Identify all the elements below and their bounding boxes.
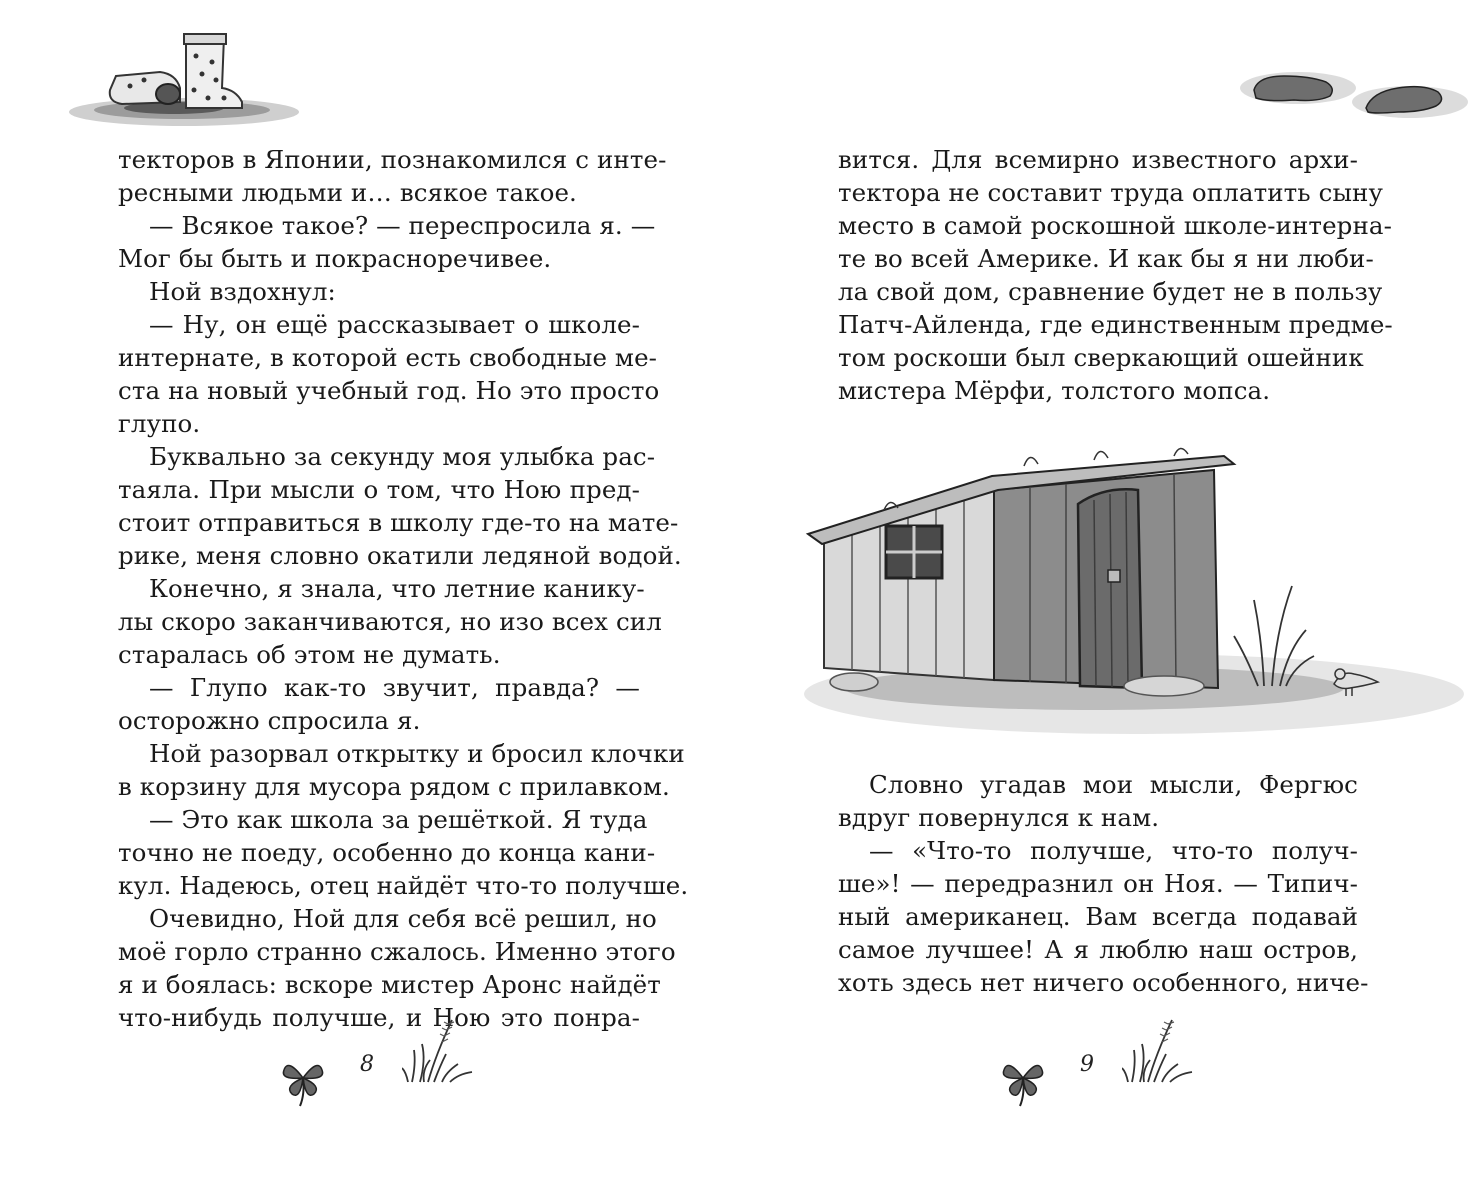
wooden-shed-illustration [794, 430, 1474, 750]
text-line: Буквально за секунду моя улыбка рас- [149, 442, 656, 471]
text-line: ше»! — передразнил он Ноя. — Типич- [838, 869, 1358, 898]
right-page-text-bottom [838, 768, 1369, 999]
text-line: я и боялась: вскоре мистер Аронс найдёт [118, 970, 661, 999]
text-line: Словно угадав мои мысли, Фергюс [869, 770, 1358, 799]
page-number: 8 [360, 1052, 374, 1077]
text-line: — Ну, он ещё рассказывает о школе- [149, 310, 640, 339]
text-line: — Глупо как-то звучит, правда? — [149, 673, 640, 702]
text-line: Мог бы быть и покрасноречивее. [118, 244, 552, 273]
text-line: точно не поеду, особенно до конца кани- [118, 838, 656, 867]
page-number: 9 [1080, 1052, 1094, 1077]
text-line: текторов в Японии, познакомился с инте- [118, 145, 667, 174]
text-line: Ной разорвал открытку и бросил клочки [149, 739, 685, 768]
text-line: Ной вздохнул: [149, 277, 336, 306]
text-line: том роскоши был сверкающий ошейник [838, 343, 1364, 372]
text-line: вится. Для всемирно известного архи- [838, 145, 1358, 174]
right-page [738, 0, 1477, 1182]
text-line: те во всей Америке. И как бы я ни люби- [838, 244, 1374, 273]
text-line: тектора не составит труда оплатить сыну [838, 178, 1383, 207]
text-line: Очевидно, Ной для себя всё решил, но [149, 904, 657, 933]
text-line: самое лучшее! А я люблю наш остров, [838, 935, 1358, 964]
footprints-illustration [1238, 62, 1477, 132]
text-line: стоит отправиться в школу где-то на мате- [118, 508, 679, 537]
text-line: — Это как школа за решёткой. Я туда [149, 805, 648, 834]
text-line: интернате, в которой есть свободные ме- [118, 343, 658, 372]
clover-icon [998, 1056, 1048, 1108]
clover-icon [278, 1056, 328, 1108]
text-line: — «Что-то получше, что-то получ- [869, 836, 1358, 865]
text-line: мистера Мёрфи, толстого мопса. [838, 376, 1271, 405]
rubber-boots-illustration [64, 28, 304, 128]
text-line: — Всякое такое? — переспросила я. — [149, 211, 656, 240]
text-line: в корзину для мусора рядом с прилавком. [118, 772, 670, 801]
left-page [0, 0, 738, 1182]
text-line: вдруг повернулся к нам. [838, 803, 1160, 832]
text-line: моё горло странно сжалось. Именно этого [118, 937, 676, 966]
text-line: ный американец. Вам всегда подавай [838, 902, 1358, 931]
text-line: лы скоро заканчиваются, но изо всех сил [118, 607, 662, 636]
left-page-text [118, 143, 689, 1034]
text-line: осторожно спросила я. [118, 706, 421, 735]
text-line: Патч-Айленда, где единственным предме- [838, 310, 1393, 339]
text-line: место в самой роскошной школе-интерна- [838, 211, 1392, 240]
text-line: хоть здесь нет ничего особенного, ниче- [838, 968, 1369, 997]
grass-icon [1122, 1014, 1202, 1084]
text-line: таяла. При мысли о том, что Ною пред- [118, 475, 640, 504]
text-line: ста на новый учебный год. Но это просто [118, 376, 660, 405]
text-line: кул. Надеюсь, отец найдёт что-то получше. [118, 871, 689, 900]
text-line: ла свой дом, сравнение будет не в пользу [838, 277, 1383, 306]
text-line: рике, меня словно окатили ледяной водой. [118, 541, 682, 570]
text-line: что-нибудь получше, и Ною это понра- [118, 1003, 640, 1032]
grass-icon [402, 1014, 482, 1084]
text-line: старалась об этом не думать. [118, 640, 501, 669]
text-line: ресными людьми и… всякое такое. [118, 178, 577, 207]
text-line: глупо. [118, 409, 201, 438]
right-page-text-top [838, 143, 1393, 407]
text-line: Конечно, я знала, что летние канику- [149, 574, 645, 603]
